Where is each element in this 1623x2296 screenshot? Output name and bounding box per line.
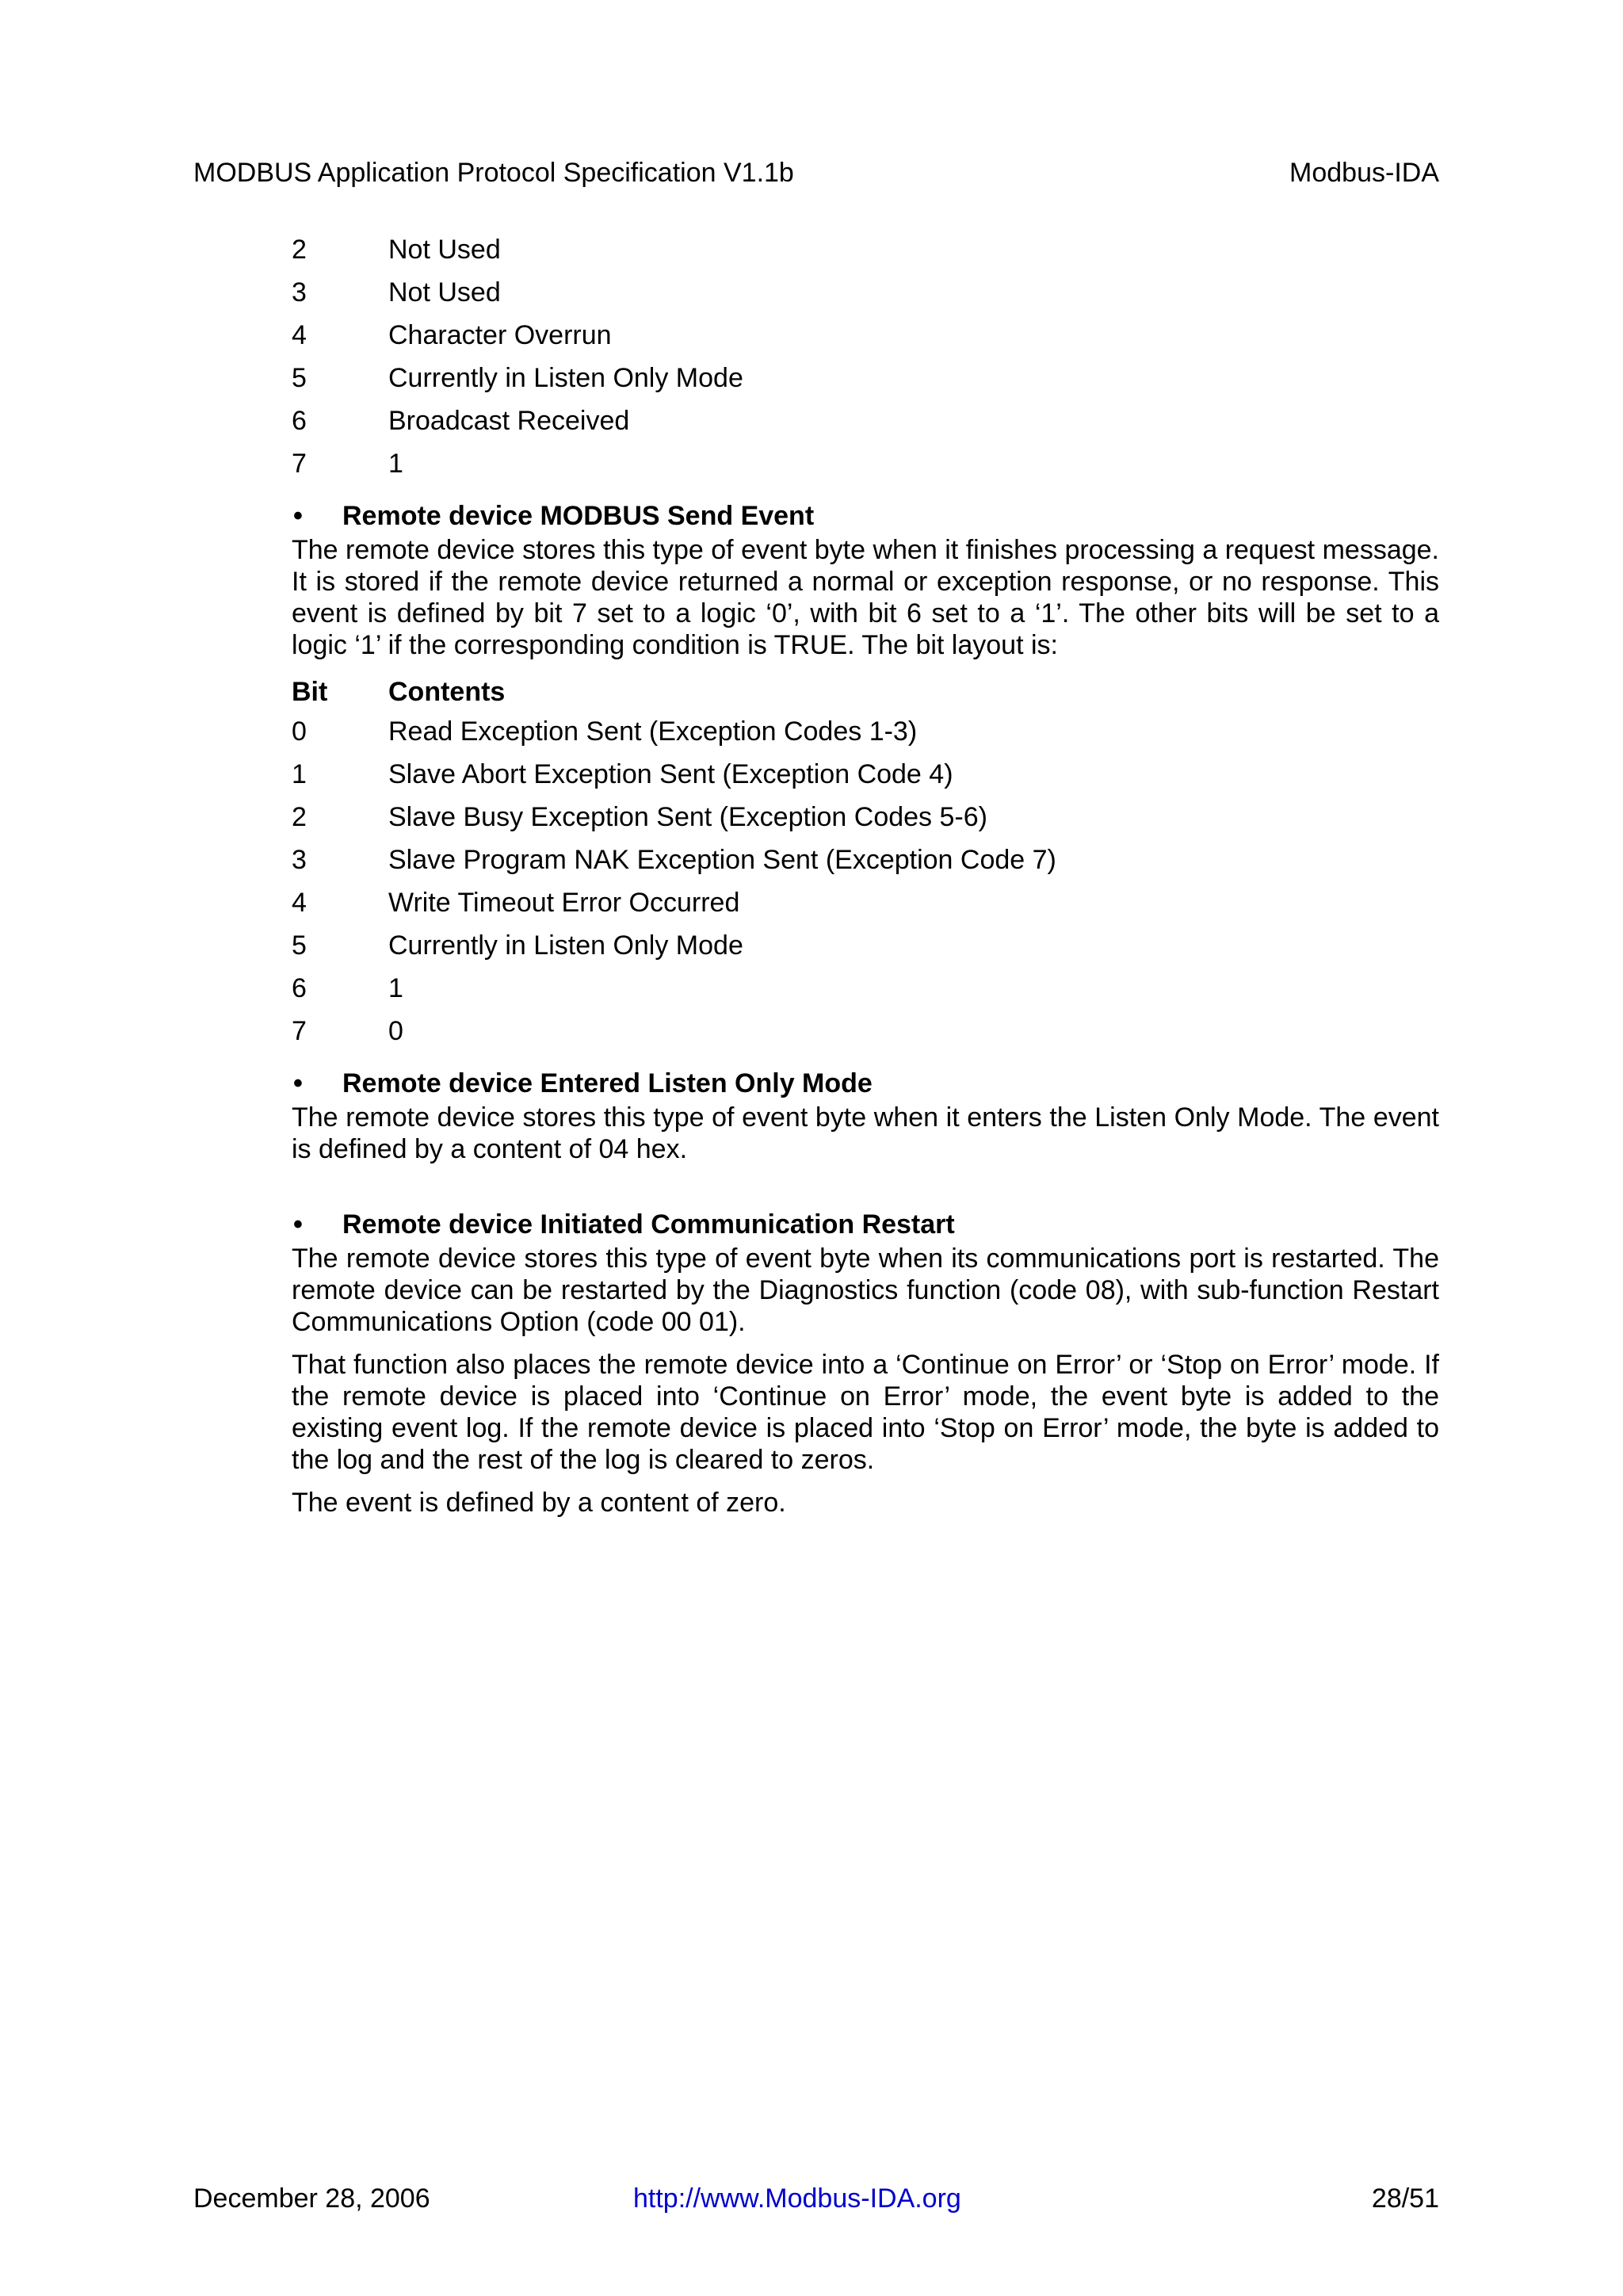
bit-number: 4 bbox=[292, 320, 307, 350]
bullet-icon: • bbox=[293, 501, 303, 531]
bit-number: 2 bbox=[292, 235, 307, 265]
bit-description: Not Used bbox=[388, 277, 501, 308]
table-row bbox=[292, 839, 1439, 881]
footer-date: December 28, 2006 bbox=[193, 2183, 430, 2214]
bit-number: 3 bbox=[292, 845, 307, 875]
list-item bbox=[292, 314, 1439, 357]
bit-number: 2 bbox=[292, 802, 307, 832]
restart-paragraph-1: The remote device stores this type of event byte when its communications port is restarted. The remote device can be restarted by the Diagnostics function (code 08), with sub-function Restart Communications Option (code 00 01). bbox=[292, 1244, 1439, 1337]
bit-description: Not Used bbox=[388, 235, 501, 265]
list-item bbox=[292, 228, 1439, 271]
heading-text: Remote device Initiated Communication Restart bbox=[342, 1209, 955, 1240]
bit-number: 4 bbox=[292, 888, 307, 918]
heading-text: Remote device Entered Listen Only Mode bbox=[342, 1068, 873, 1098]
table-row bbox=[292, 924, 1439, 967]
table-row bbox=[292, 1010, 1439, 1052]
bit-description: Broadcast Received bbox=[388, 406, 630, 436]
bit-number: 7 bbox=[292, 1016, 307, 1046]
table-row bbox=[292, 967, 1439, 1010]
list-item bbox=[292, 399, 1439, 442]
table-row bbox=[292, 881, 1439, 924]
list-item bbox=[292, 357, 1439, 399]
bit-description: Read Exception Sent (Exception Codes 1-3) bbox=[388, 716, 918, 747]
bit-description: Slave Program NAK Exception Sent (Exception Code 7) bbox=[388, 845, 1056, 875]
bit-description: Character Overrun bbox=[388, 320, 612, 350]
bullet-icon: • bbox=[293, 1068, 303, 1098]
table-row bbox=[292, 753, 1439, 796]
section-heading-listen-only bbox=[292, 1065, 1439, 1102]
bit-description: Slave Busy Exception Sent (Exception Codes 5-6) bbox=[388, 802, 987, 832]
document-title: MODBUS Application Protocol Specification V1.1b bbox=[193, 158, 794, 188]
page-content bbox=[292, 228, 1439, 1519]
bit-description: Write Timeout Error Occurred bbox=[388, 888, 740, 918]
footer-website-link[interactable]: http://www.Modbus-IDA.org bbox=[633, 2183, 961, 2214]
list-item bbox=[292, 442, 1439, 485]
bit-number: 6 bbox=[292, 973, 307, 1003]
heading-text: Remote device MODBUS Send Event bbox=[342, 501, 815, 531]
organization-name: Modbus-IDA bbox=[1289, 158, 1439, 188]
column-header-contents: Contents bbox=[388, 677, 506, 707]
table-row bbox=[292, 710, 1439, 753]
bit-description: 1 bbox=[388, 973, 403, 1003]
list-item bbox=[292, 271, 1439, 314]
send-event-bit-table bbox=[292, 674, 1439, 1052]
send-event-paragraph: The remote device stores this type of event byte when it finishes processing a request message. It is stored if the remote device returned a normal or exception response, or no response. This event is defined by bit 7 set to a logic ‘0’, with bit 6 set to a ‘1’. The other bits will be set to a logic ‘1’ if the corresponding condition is TRUE. The bit layout is: bbox=[292, 535, 1439, 660]
bit-number: 7 bbox=[292, 449, 307, 479]
bullet-icon: • bbox=[293, 1209, 303, 1240]
bit-number: 6 bbox=[292, 406, 307, 436]
bit-description: Slave Abort Exception Sent (Exception Code 4) bbox=[388, 759, 953, 789]
table-row bbox=[292, 796, 1439, 839]
bit-list-continued bbox=[292, 228, 1439, 485]
bit-number: 0 bbox=[292, 716, 307, 747]
restart-paragraph-2: That function also places the remote device into a ‘Continue on Error’ or ‘Stop on Error’ mode. If the remote device is placed into ‘Continue on Error’ mode, the event byte is added to the existing event log. If the remote device is placed into ‘Stop on Error’ mode, the byte is added to the log and the rest of the log is cleared to zeros. bbox=[292, 1350, 1439, 1475]
column-header-bit: Bit bbox=[292, 677, 328, 707]
bit-number: 1 bbox=[292, 759, 307, 789]
table-header bbox=[292, 674, 1439, 710]
bit-number: 3 bbox=[292, 277, 307, 308]
listen-only-paragraph: The remote device stores this type of event byte when it enters the Listen Only Mode. The event is defined by a content of 04 hex. bbox=[292, 1102, 1439, 1164]
page-number: 28/51 bbox=[1371, 2183, 1439, 2214]
page-header bbox=[193, 154, 1439, 192]
section-heading-send-event bbox=[292, 498, 1439, 534]
bit-description: 0 bbox=[388, 1016, 403, 1046]
bit-number: 5 bbox=[292, 363, 307, 393]
bit-description: Currently in Listen Only Mode bbox=[388, 930, 743, 961]
section-heading-restart bbox=[292, 1206, 1439, 1243]
bit-description: Currently in Listen Only Mode bbox=[388, 363, 743, 393]
bit-number: 5 bbox=[292, 930, 307, 961]
bit-description: 1 bbox=[388, 449, 403, 479]
restart-paragraph-3: The event is defined by a content of zero. bbox=[292, 1488, 786, 1518]
